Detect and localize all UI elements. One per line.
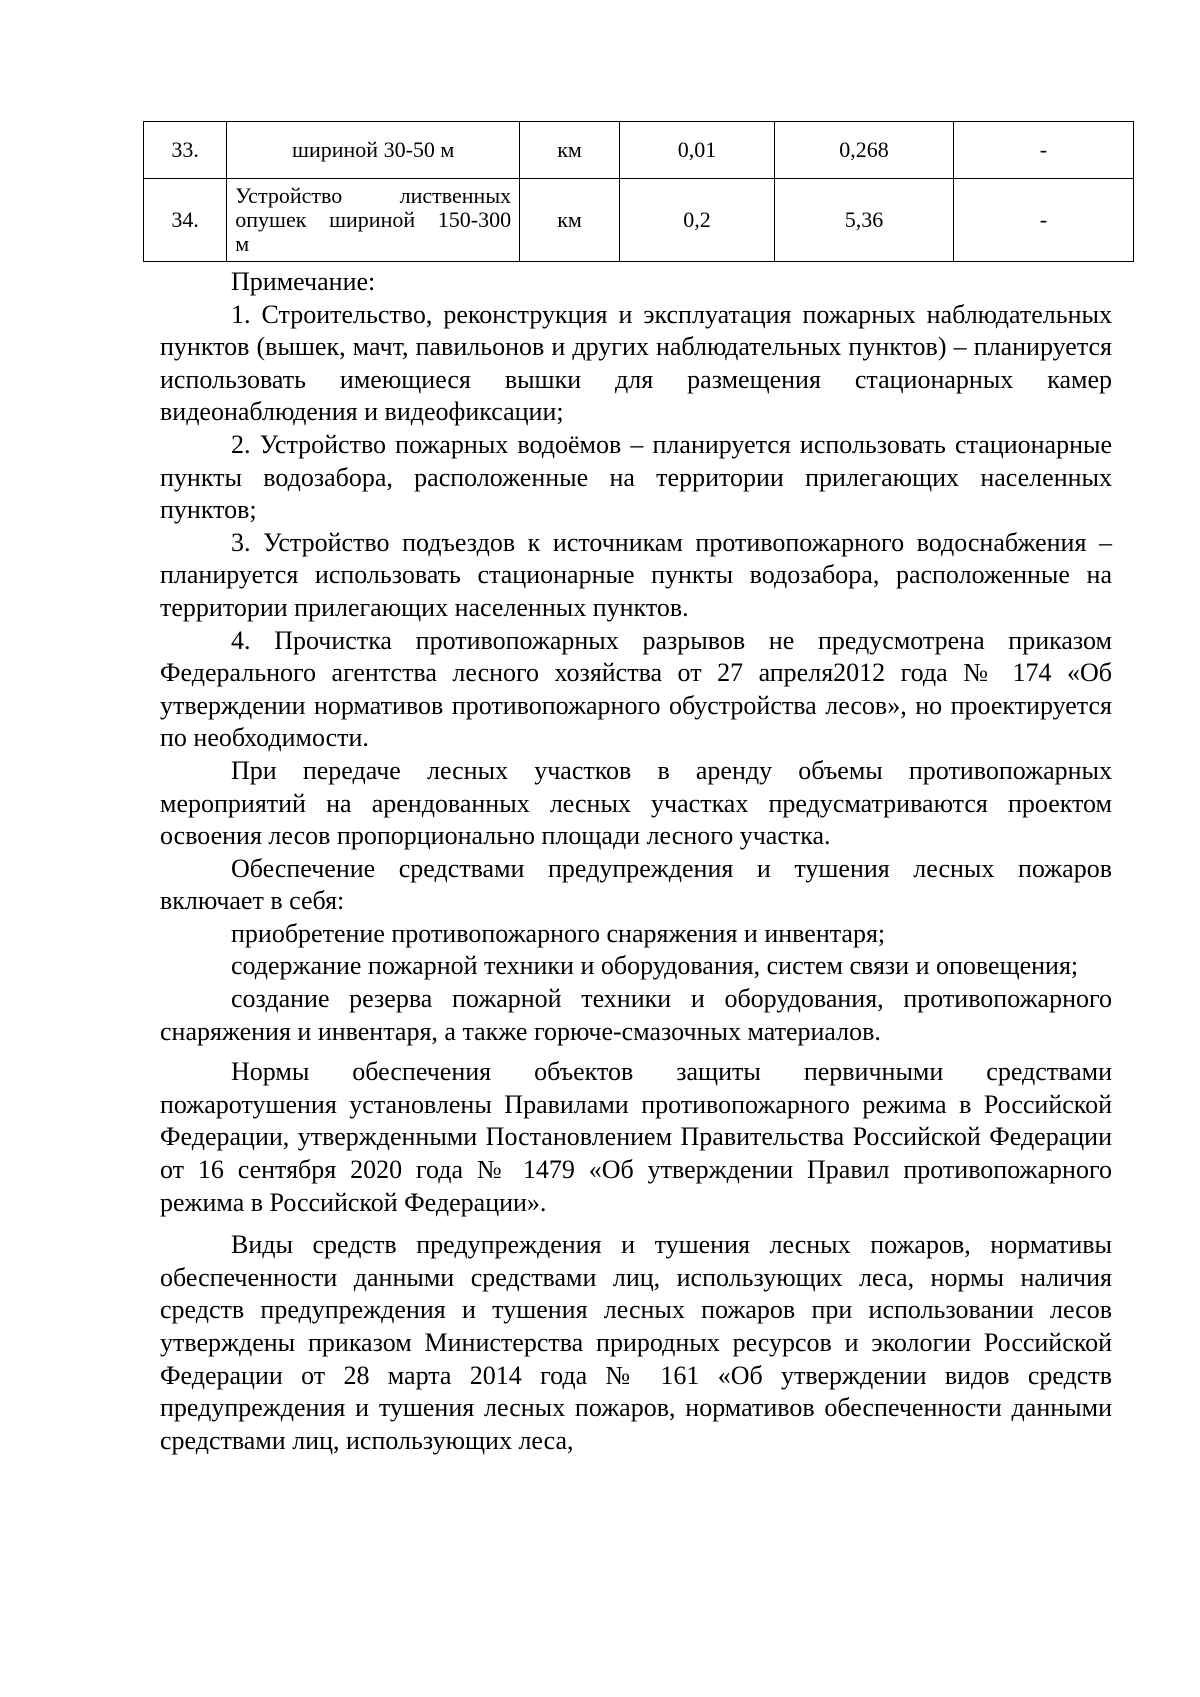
paragraph-provision: Обеспечение средствами предупреждения и тушения лесных пожаров включает в себя: bbox=[160, 853, 1112, 916]
body-text bbox=[160, 266, 1112, 1457]
note-item-4: 4. Прочистка противопожарных разрывов не предусмотрена приказом Федерального агентства лесного хозяйства от 27 апреля2012 года № 174 «Об утверждении нормативов противопожарного обустройства лесов», но проектируется по необходимости. bbox=[160, 625, 1112, 753]
value-cell: - bbox=[953, 179, 1133, 262]
unit-cell: км bbox=[520, 122, 620, 179]
paragraph-lease: При передаче лесных участков в аренду объемы противопожарных мероприятий на арендованных лесных участках предусматриваются проектом освоения лесов пропорционально площади лесного участка. bbox=[160, 755, 1112, 851]
unit-cell: км bbox=[520, 179, 620, 262]
row-number: 34. bbox=[144, 179, 227, 262]
measures-table bbox=[143, 121, 1134, 262]
table-row bbox=[144, 122, 1134, 179]
list-item: приобретение противопожарного снаряжения и инвентаря; bbox=[231, 918, 886, 948]
measure-name-line: м bbox=[235, 231, 250, 256]
list-item: содержание пожарной техники и оборудования, систем связи и оповещения; bbox=[231, 951, 1079, 981]
measure-name-line: опушек шириной 150-300 bbox=[235, 207, 512, 232]
note-item-2: 2. Устройство пожарных водоёмов – планируется использовать стационарные пункты водозабора, расположенные на территории прилегающих населенных пунктов; bbox=[160, 429, 1112, 525]
note-item-1: 1. Строительство, реконструкция и эксплуатация пожарных наблюдательных пунктов (вышек, мачт, павильонов и других наблюдательных пунктов) – планируется использовать имеющиеся вышки для размещения стационарных камер видеонаблюдения и видеофиксации; bbox=[160, 299, 1112, 427]
list-item: создание резерва пожарной техники и оборудования, противопожарного снаряжения и инвентаря, а также горюче-смазочных материалов. bbox=[160, 984, 1112, 1046]
paragraph-types: Виды средств предупреждения и тушения лесных пожаров, нормативы обеспеченности данными средствами лиц, использующих леса, нормы наличия средств предупреждения и тушения лесных пожаров при использовании лесов утверждены приказом Министерства природных ресурсов и экологии Российской Федерации от 28 марта 2014 года № 161 «Об утверждении видов средств предупреждения и тушения лесных пожаров, нормативов обеспеченности данными средствами лиц, использующих леса, bbox=[160, 1230, 1112, 1455]
paragraph-norms: Нормы обеспечения объектов защиты первичными средствами пожаротушения установлены Правилами противопожарного режима в Российской Федерации, утвержденными Постановлением Правительства Российской Федерации от 16 сентября 2020 года № 1479 «Об утверждении Правил противопожарного режима в Российской Федерации». bbox=[160, 1057, 1112, 1217]
value-cell: 0,01 bbox=[619, 122, 774, 179]
row-number: 33. bbox=[144, 122, 227, 179]
measure-name: шириной 30-50 м bbox=[227, 122, 520, 179]
table-row bbox=[144, 179, 1134, 262]
measure-name bbox=[227, 179, 520, 262]
value-cell: 5,36 bbox=[775, 179, 954, 262]
note-item-3: 3. Устройство подъездов к источникам противопожарного водоснабжения – планируется использовать стационарные пункты водозабора, расположенные на территории прилегающих населенных пунктов. bbox=[160, 527, 1112, 622]
value-cell: 0,2 bbox=[619, 179, 774, 262]
measure-name-line: Устройство лиственных bbox=[235, 183, 512, 208]
value-cell: - bbox=[953, 122, 1133, 179]
note-title: Примечание: bbox=[231, 267, 376, 296]
value-cell: 0,268 bbox=[775, 122, 954, 179]
